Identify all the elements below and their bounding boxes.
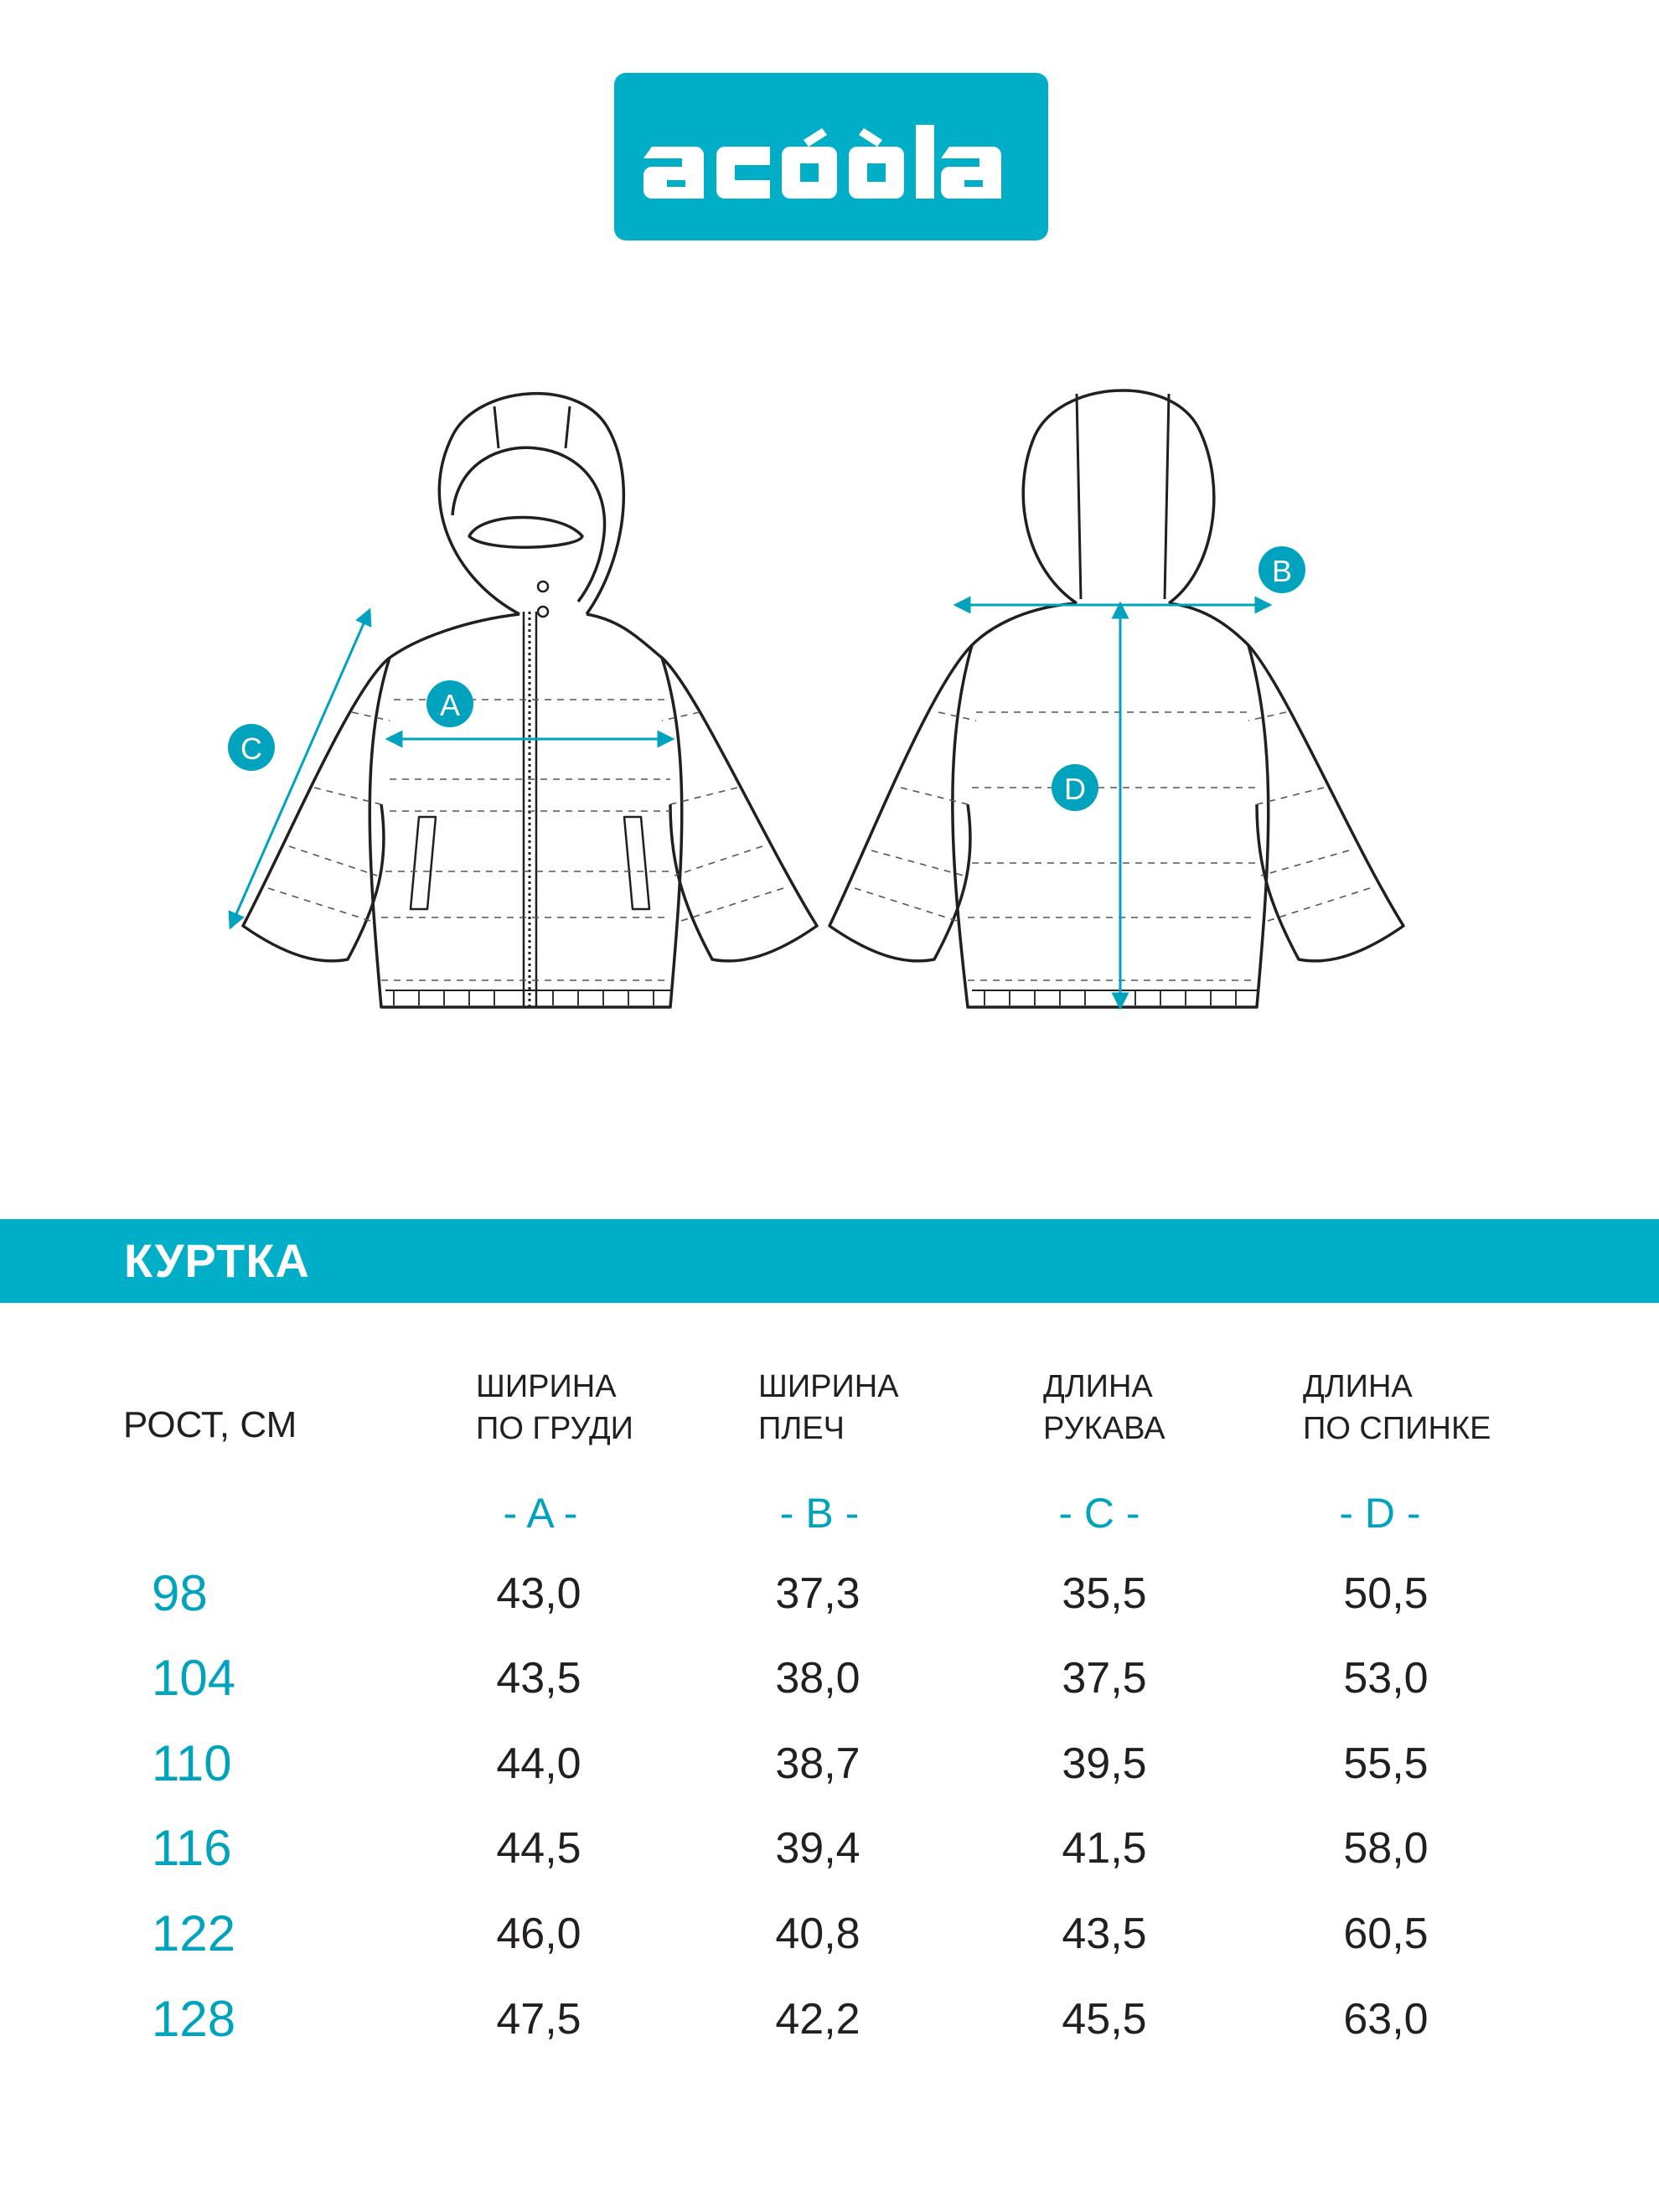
acoola-logo-wordmark bbox=[614, 73, 1048, 240]
cell-a: 43,0 bbox=[496, 1569, 581, 1618]
row-height: 116 bbox=[152, 1820, 232, 1876]
column-letter-d: - D - bbox=[1339, 1490, 1421, 1537]
column-header-line: ПО СПИНКЕ bbox=[1303, 1411, 1491, 1446]
cell-c: 43,5 bbox=[1062, 1910, 1147, 1958]
section-title: КУРТКА bbox=[124, 1234, 310, 1287]
cell-c: 39,5 bbox=[1062, 1739, 1147, 1788]
column-header-sleeve bbox=[1043, 1366, 1165, 1450]
column-header-line: ПЛЕЧ bbox=[758, 1411, 845, 1446]
table-row bbox=[0, 1815, 1659, 1882]
marker-c-label: C bbox=[240, 731, 262, 766]
height-column-header: РОСТ, СМ bbox=[123, 1404, 297, 1445]
jacket-measurement-diagram bbox=[0, 369, 1659, 1039]
cell-b: 37,3 bbox=[775, 1569, 861, 1618]
cell-b: 40,8 bbox=[775, 1910, 861, 1958]
column-header-line: ДЛИНА bbox=[1303, 1369, 1413, 1404]
brand-logo bbox=[614, 73, 1048, 240]
row-height: 122 bbox=[152, 1905, 236, 1961]
marker-b-label: B bbox=[1271, 554, 1293, 588]
row-height: 98 bbox=[152, 1565, 208, 1621]
row-height: 110 bbox=[152, 1735, 232, 1791]
jacket-back bbox=[830, 390, 1403, 1007]
table-row bbox=[0, 1986, 1659, 2053]
cell-d: 55,5 bbox=[1343, 1739, 1429, 1788]
table-row bbox=[0, 1645, 1659, 1712]
marker-a-label: A bbox=[439, 688, 461, 722]
marker-d-label: D bbox=[1064, 772, 1086, 806]
cell-d: 60,5 bbox=[1343, 1910, 1429, 1958]
cell-d: 58,0 bbox=[1343, 1824, 1429, 1873]
row-height: 104 bbox=[152, 1650, 236, 1706]
column-header-line: РУКАВА bbox=[1043, 1411, 1165, 1446]
cell-a: 44,5 bbox=[496, 1824, 581, 1873]
cell-b: 38,7 bbox=[775, 1739, 861, 1788]
table-row bbox=[0, 1730, 1659, 1797]
cell-b: 38,0 bbox=[775, 1654, 861, 1703]
cell-b: 39,4 bbox=[775, 1824, 861, 1873]
jacket-sketch bbox=[0, 369, 1659, 1039]
cell-a: 47,5 bbox=[496, 1995, 581, 2044]
row-height: 128 bbox=[152, 1991, 236, 2047]
column-header-line: ПО ГРУДИ bbox=[476, 1411, 633, 1446]
section-banner bbox=[0, 1219, 1659, 1303]
column-letter-a: - A - bbox=[503, 1490, 578, 1537]
cell-c: 37,5 bbox=[1062, 1654, 1147, 1703]
column-letter-c: - C - bbox=[1058, 1490, 1140, 1537]
column-header-line: ШИРИНА bbox=[476, 1369, 617, 1404]
cell-c: 41,5 bbox=[1062, 1824, 1147, 1873]
column-header-line: ДЛИНА bbox=[1043, 1369, 1153, 1404]
cell-c: 35,5 bbox=[1062, 1569, 1147, 1618]
column-header-line: ШИРИНА bbox=[758, 1369, 899, 1404]
table-row bbox=[0, 1900, 1659, 1967]
cell-d: 50,5 bbox=[1343, 1569, 1429, 1618]
cell-a: 44,0 bbox=[496, 1739, 581, 1788]
cell-a: 43,5 bbox=[496, 1654, 581, 1703]
column-header-shoulders bbox=[758, 1366, 899, 1450]
cell-b: 42,2 bbox=[775, 1995, 861, 2044]
cell-a: 46,0 bbox=[496, 1910, 581, 1958]
cell-c: 45,5 bbox=[1062, 1995, 1147, 2044]
table-row bbox=[0, 1560, 1659, 1627]
cell-d: 63,0 bbox=[1343, 1995, 1429, 2044]
column-header-chest bbox=[476, 1366, 633, 1450]
column-header-back-length bbox=[1303, 1366, 1491, 1450]
column-letter-b: - B - bbox=[779, 1490, 860, 1537]
cell-d: 53,0 bbox=[1343, 1654, 1429, 1703]
